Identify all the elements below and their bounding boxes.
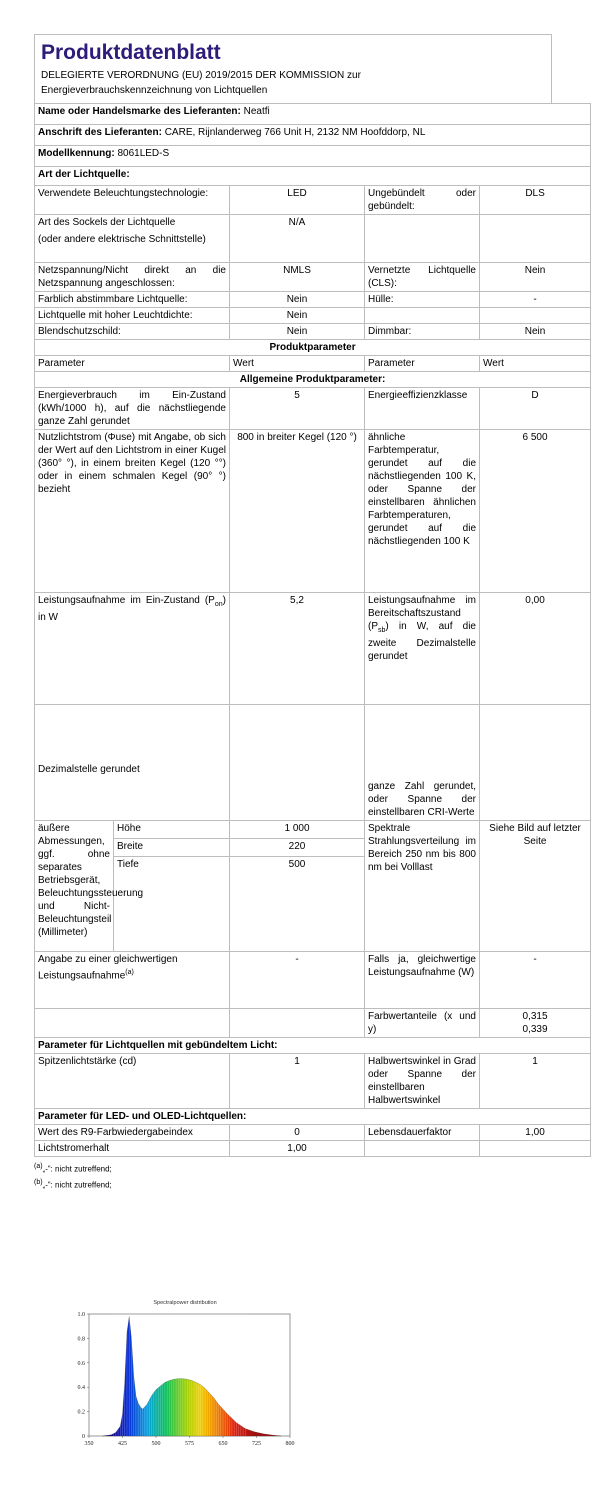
power-row (35, 593, 591, 705)
envelope-value: - (480, 292, 591, 308)
page-title: Produktdatenblatt (41, 41, 221, 64)
model-label: Modellkennung: (38, 148, 115, 159)
footnote-marker: (a) (125, 969, 134, 976)
directional-row (35, 1054, 591, 1109)
chart-title: Spectralpower distribution (153, 1300, 217, 1306)
dimension-name-height: Höhe (114, 821, 230, 839)
directional-section: Parameter für Lichtquellen mit gebündeltem Licht: (35, 1038, 591, 1054)
x-tick-label: 500 (151, 1441, 161, 1447)
standby-power-sub: sb (378, 627, 386, 634)
chromaticity-row (35, 1009, 591, 1038)
dimension-name-depth: Tiefe (114, 857, 230, 952)
tunable-value: Nein (230, 292, 365, 308)
directional-label: Ungebündelt oder gebündelt: (365, 186, 480, 215)
light-type-section: Art der Lichtquelle: (35, 167, 591, 186)
standby-power-value: 0,00 (480, 593, 591, 705)
survival-factor-label: Lebensdauerfaktor (365, 1125, 480, 1141)
footnote (34, 1160, 552, 1176)
cct-label: ähnliche Farbtemperatur, gerundet auf die nächstliegenden 100 K, oder Spanne der einstellbaren ähnlichen Farbtemperaturen, gerundet auf die nächstliegenden 100 K (365, 430, 480, 593)
envelope-label: Hülle: (365, 292, 480, 308)
supplier-name-value: Neatfi (243, 106, 270, 117)
cap-type-label: Art des Sockels der Lichtquelle (38, 217, 176, 228)
empty-cell (365, 1141, 480, 1157)
general-params-section: Allgemeine Produktparameter: (35, 372, 591, 388)
survival-factor-value: 1,00 (480, 1125, 591, 1141)
chart-plot-area (78, 1312, 295, 1447)
luminous-flux-label: Nutzlichtstrom (Φuse) mit Angabe, ob sich der Wert auf den Lichtstrom in einer Kugel (360° °), in einem breiten Kegel (120 °°) oder in einem schmalen Kegel (90° °) bezieht (35, 430, 230, 593)
cls-label: Vernetzte Lichtquelle (CLS): (365, 263, 480, 292)
lumen-maintenance-label: Lichtstromerhalt (35, 1141, 230, 1157)
standby-power-text: ) in W, auf die zweite Dezimalstelle gerundet (368, 621, 476, 662)
x-tick-label: 725 (252, 1441, 261, 1447)
y-tick-label: 0.6 (77, 1360, 85, 1367)
x-tick-label: 800 (285, 1441, 295, 1447)
equivalent-power-label (35, 952, 230, 1009)
empty-cell (365, 308, 480, 324)
led-section: Parameter für LED- und OLED-Lichtquellen: (35, 1109, 591, 1125)
x-tick-label: 575 (185, 1441, 194, 1447)
model-row (35, 146, 591, 167)
energy-consumption-value: 5 (230, 388, 365, 430)
light-type-row (35, 215, 591, 263)
col-value-header: Wert (230, 356, 365, 372)
on-mode-power-sub: on (214, 601, 223, 608)
product-datasheet (34, 34, 581, 1191)
product-params-section: Produktparameter (35, 340, 591, 356)
cct-value: 6 500 (480, 430, 591, 593)
empty-cell (480, 705, 591, 821)
dimension-value-width: 220 (230, 839, 365, 857)
r9-label: Wert des R9-Farbwiedergabeindex (35, 1125, 230, 1141)
tunable-label: Farblich abstimmbare Lichtquelle: (35, 292, 230, 308)
led-row (35, 1141, 591, 1157)
standby-power-text: Leistungsaufnahme im Bereitschaftszustand (P (368, 595, 476, 632)
y-tick-label: 0.2 (77, 1409, 85, 1416)
column-header-row (35, 356, 591, 372)
spectral-distribution-value: Siehe Bild auf letzter Seite (480, 821, 591, 952)
x-tick-label: 425 (118, 1441, 127, 1447)
on-mode-power-text: Leistungsaufnahme im Ein-Zustand (P (38, 595, 215, 606)
y-tick-label: 0.4 (77, 1385, 85, 1392)
empty-cell (230, 705, 365, 821)
cap-type-label-note: (oder andere elektrische Schnittstelle) (38, 234, 206, 245)
footnote-text: „-“: nicht zutreffend; (42, 1180, 112, 1190)
dimension-name-width: Breite (114, 839, 230, 857)
light-type-row (35, 292, 591, 308)
light-type-section-row (35, 167, 591, 186)
mains-value: NMLS (230, 263, 365, 292)
footnotes (34, 1160, 552, 1191)
supplier-address-row (35, 125, 591, 146)
model-value: 8061LED-S (117, 148, 170, 159)
peak-intensity-value: 1 (230, 1054, 365, 1109)
energy-consumption-label: Energieverbrauch im Ein-Zustand (kWh/1000 h), auf die nächstliegende ganze Zahl gerundet (35, 388, 230, 430)
on-mode-power-text: ) in W (38, 595, 226, 623)
light-type-row (35, 263, 591, 292)
dimension-value-height: 1 000 (230, 821, 365, 839)
high-luminance-label: Lichtquelle mit hoher Leuchtdichte: (35, 308, 230, 324)
high-luminance-value: Nein (230, 308, 365, 324)
empty-cell (480, 215, 591, 263)
footnote-marker: (a) (34, 1163, 43, 1170)
y-tick-label: 0 (82, 1434, 85, 1440)
cap-type-value: N/A (230, 215, 365, 263)
equivalent-power-value: - (230, 952, 365, 1009)
equivalent-watt-label: Falls ja, gleichwertige Leistungsaufnahme (W) (365, 952, 480, 1009)
y-tick-label: 0.8 (77, 1336, 85, 1343)
equivalent-watt-value: - (480, 952, 591, 1009)
technology-label: Verwendete Beleuchtungstechnologie: (35, 186, 230, 215)
dimensions-label: äußere Abmessungen, ggf. ohne separates Betriebsgerät, Beleuchtungssteuerung und Nicht-Beleuchtungsteil (Millimeter) (35, 821, 114, 952)
regulation-line-1: DELEGIERTE VERORDNUNG (EU) 2019/2015 DER KOMMISSION zur (41, 70, 361, 81)
cls-value: Nein (480, 263, 591, 292)
empty-cell (480, 1141, 591, 1157)
x-tick-label: 350 (84, 1441, 94, 1447)
light-type-row (35, 324, 591, 340)
datasheet-header (34, 34, 552, 103)
dimmable-value: Nein (480, 324, 591, 340)
footnote (34, 1176, 552, 1192)
beam-angle-label: Halbwertswinkel in Grad oder Spanne der einstellbaren Halbwertswinkel (365, 1054, 480, 1109)
technology-value: LED (230, 186, 365, 215)
led-row (35, 1125, 591, 1141)
dimmable-label: Dimmbar: (365, 324, 480, 340)
luminous-flux-value: 800 in breiter Kegel (120 °) (230, 430, 365, 593)
regulation-line-2: Energieverbrauchskennzeichnung von Lichtquellen (41, 85, 268, 96)
col-parameter-header: Parameter (35, 356, 230, 372)
led-section-row (35, 1109, 591, 1125)
beam-angle-value: 1 (480, 1054, 591, 1109)
on-mode-power-label (35, 593, 230, 705)
chromaticity-y: 0,339 (522, 1024, 548, 1035)
energy-class-label: Energieeffizienzklasse (365, 388, 480, 430)
chromaticity-x: 0,315 (522, 1011, 548, 1022)
chromaticity-label: Farbwertanteile (x und y) (365, 1009, 480, 1038)
y-tick-label: 1.0 (77, 1312, 85, 1318)
footnote-text: „-“: nicht zutreffend; (42, 1164, 112, 1174)
datasheet-table (34, 103, 591, 1157)
light-type-row (35, 186, 591, 215)
energy-class-value: D (480, 388, 591, 430)
dimensions-row (35, 821, 591, 839)
spectral-distribution-label: Spektrale Strahlungsverteilung im Bereich 250 nm bis 800 nm bei Volllast (365, 821, 480, 952)
cri-label: ganze Zahl gerundet, oder Spanne der einstellbaren CRI-Werte (365, 705, 480, 821)
light-type-row (35, 308, 591, 324)
mains-label: Netzspannung/Nicht direkt an die Netzspannung angeschlossen: (35, 263, 230, 292)
networked-standby-label: Dezimalstelle gerundet (35, 705, 230, 821)
peak-intensity-label: Spitzenlichtstärke (cd) (35, 1054, 230, 1109)
supplier-name-row (35, 104, 591, 125)
on-mode-power-value: 5,2 (230, 593, 365, 705)
networked-row (35, 705, 591, 821)
flux-row (35, 430, 591, 593)
equivalent-power-row (35, 952, 591, 1009)
energy-row (35, 388, 591, 430)
col-parameter-header: Parameter (365, 356, 480, 372)
col-value-header: Wert (480, 356, 591, 372)
empty-cell (480, 308, 591, 324)
standby-power-label (365, 593, 480, 705)
lumen-maintenance-value: 1,00 (230, 1141, 365, 1157)
empty-cell (35, 1009, 230, 1038)
glare-shield-label: Blendschutzschild: (35, 324, 230, 340)
spectral-power-chart (62, 1292, 302, 1452)
directional-value: DLS (480, 186, 591, 215)
equivalent-power-text: Angabe zu einer gleichwertigen Leistungsaufnahme (38, 954, 178, 982)
footnote-marker: (b) (34, 1178, 43, 1186)
supplier-address-label: Anschrift des Lieferanten: (38, 127, 162, 138)
r9-value: 0 (230, 1125, 365, 1141)
product-params-section-row (35, 340, 591, 356)
dimension-value-depth: 500 (230, 857, 365, 952)
x-tick-label: 650 (218, 1441, 228, 1447)
empty-cell (365, 215, 480, 263)
general-params-section-row (35, 372, 591, 388)
chromaticity-value (480, 1009, 591, 1038)
glare-shield-value: Nein (230, 324, 365, 340)
directional-section-row (35, 1038, 591, 1054)
empty-cell (230, 1009, 365, 1038)
supplier-name-label: Name oder Handelsmarke des Lieferanten: (38, 106, 241, 117)
supplier-address-value: CARE, Rijnlanderweg 766 Unit H, 2132 NM Hoofddorp, NL (164, 127, 426, 138)
